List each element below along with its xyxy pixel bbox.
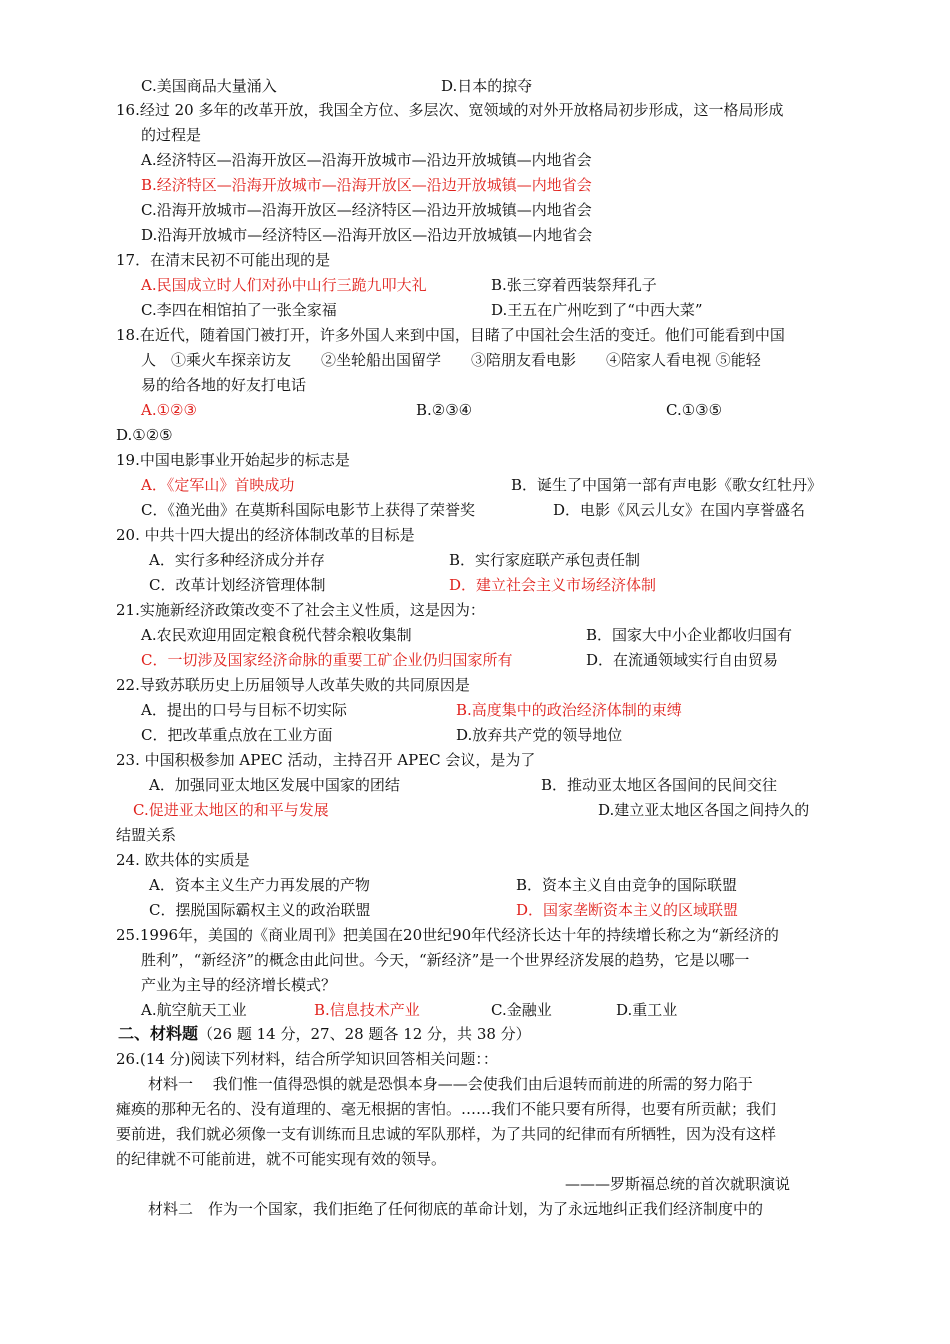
section-2-score-note: （26 题 14 分，27、28 题各 12 分，共 38 分）	[198, 1025, 531, 1043]
q26-material-2-line-1: 材料二 作为一个国家，我们拒绝了任何彻底的革命计划，为了永远地纠正我们经济制度中的	[148, 1200, 764, 1218]
q18-option-c: C.①③⑤	[666, 401, 723, 419]
q21-option-b: B．国家大中小企业都收归国有	[586, 626, 793, 644]
q22-option-b-answer: B.高度集中的政治经济体制的束缚	[456, 701, 682, 719]
q26-material-1-line-3: 要前进，我们就必须像一支有训练而且忠诚的军队那样，为了共同的纪律而有所牺牲，因为没有这样	[116, 1125, 777, 1143]
q19-option-d: D．电影《风云儿女》在国内享誉盛名	[553, 501, 806, 519]
q15-option-c: C.美国商品大量涌入	[141, 77, 277, 95]
q26-material-1-source: ———罗斯福总统的首次就职演说	[565, 1175, 791, 1193]
q21-stem: 21.实施新经济政策改变不了社会主义性质，这是因为：	[116, 601, 485, 619]
section-2-title: 二、材料题	[118, 1024, 199, 1043]
q25-option-d: D.重工业	[616, 1001, 678, 1019]
q16-stem-cont: 的过程是	[141, 126, 202, 144]
q16-stem: 16.经过 20 多年的改革开放，我国全方位、多层次、宽领域的对外开放格局初步形成，这一格局形成	[116, 101, 784, 119]
q24-option-b: B．资本主义自由竞争的国际联盟	[516, 876, 738, 894]
q20-option-c: C．改革计划经济管理体制	[149, 576, 326, 594]
q21-option-d: D．在流通领域实行自由贸易	[586, 651, 779, 669]
q22-option-a: A．提出的口号与目标不切实际	[141, 701, 347, 719]
q18-stem: 18.在近代，随着国门被打开，许多外国人来到中国，目睹了中国社会生活的变迁。他们可能看到中国	[116, 326, 785, 344]
q23-option-d: D.建立亚太地区各国之间持久的	[598, 801, 810, 819]
q25-stem: 25.1996年，美国的《商业周刊》把美国在20世纪90年代经济长达十年的持续增长称之为“新经济的	[116, 926, 779, 944]
q22-option-d: D.放弃共产党的领导地位	[456, 726, 623, 744]
q18-option-d: D.①②⑤	[116, 426, 173, 444]
q17-option-a-answer: A.民国成立时人们对孙中山行三跪九叩大礼	[141, 276, 427, 294]
q24-stem: 24. 欧共体的实质是	[116, 851, 250, 869]
q17-stem: 17．在清末民初不可能出现的是	[116, 251, 331, 269]
q25-stem-cont: 胜利”，“新经济”的概念由此问世。今天，“新经济”是一个世界经济发展的趋势，它是以哪一	[141, 951, 750, 969]
q16-option-b-answer: B.经济特区—沿海开放城市—沿海开放区—沿边开放城镇—内地省会	[141, 176, 592, 194]
q16-option-a: A.经济特区—沿海开放区—沿海开放城市—沿边开放城镇—内地省会	[141, 151, 592, 169]
q23-option-b: B．推动亚太地区各国间的民间交往	[541, 776, 778, 794]
q19-option-b: B．诞生了中国第一部有声电影《歌女红牡丹》	[511, 476, 823, 494]
q21-option-c-answer: C．一切涉及国家经济命脉的重要工矿企业仍归国家所有	[141, 651, 513, 669]
q26-stem: 26.(14 分)阅读下列材料，结合所学知识回答相关问题：：	[116, 1050, 498, 1068]
q24-option-d-answer: D．国家垄断资本主义的区域联盟	[516, 901, 739, 919]
q26-material-1-line-1: 材料一 我们惟一值得恐惧的就是恐惧本身——会使我们由后退转而前进的所需的努力陷于	[148, 1075, 753, 1093]
q23-option-a: A．加强同亚太地区发展中国家的团结	[149, 776, 400, 794]
q18-stem-cont-2: 易的给各地的好友打电话	[141, 376, 307, 394]
q18-option-b: B.②③④	[416, 401, 473, 419]
q25-option-a: A.航空航天工业	[141, 1001, 247, 1019]
q21-option-a: A.农民欢迎用固定粮食税代替余粮收集制	[141, 626, 412, 644]
q25-option-c: C.金融业	[491, 1001, 552, 1019]
q17-option-c: C.李四在相馆拍了一张全家福	[141, 301, 337, 319]
q19-stem: 19.中国电影事业开始起步的标志是	[116, 451, 350, 469]
q24-option-c: C．摆脱国际霸权主义的政治联盟	[149, 901, 371, 919]
q20-stem: 20. 中共十四大提出的经济体制改革的目标是	[116, 526, 415, 544]
q23-option-d-cont: 结盟关系	[116, 826, 177, 844]
q23-option-c-answer: C.促进亚太地区的和平与发展	[133, 801, 329, 819]
q16-option-c: C.沿海开放城市—沿海开放区—经济特区—沿边开放城镇—内地省会	[141, 201, 592, 219]
q20-option-d-answer: D．建立社会主义市场经济体制	[449, 576, 657, 594]
section-2-heading	[118, 1024, 531, 1044]
q22-stem: 22.导致苏联历史上历届领导人改革失败的共同原因是	[116, 676, 470, 694]
q18-option-a-answer: A.①②③	[141, 401, 197, 419]
q17-option-d: D.王五在广州吃到了“中西大菜”	[491, 301, 703, 319]
q18-stem-cont: 人 ①乘火车探亲访友 ②坐轮船出国留学 ③陪朋友看电影 ④陪家人看电视 ⑤能轻	[141, 351, 761, 369]
q22-option-c: C．把改革重点放在工业方面	[141, 726, 333, 744]
q26-material-1-line-2: 瘫痪的那种无名的、没有道理的、毫无根据的害怕。……我们不能只要有所得，也要有所贡献；我们	[116, 1100, 777, 1118]
q16-option-d: D.沿海开放城市—经济特区—沿海开放区—沿边开放城镇—内地省会	[141, 226, 593, 244]
q23-stem: 23. 中国积极参加 APEC 活动，主持召开 APEC 会议，是为了	[116, 751, 536, 769]
q20-option-a: A．实行多种经济成分并存	[149, 551, 325, 569]
q20-option-b: B．实行家庭联产承包责任制	[449, 551, 641, 569]
q25-stem-cont-2: 产业为主导的经济增长模式？	[141, 976, 337, 994]
q15-option-d: D.日本的掠夺	[441, 77, 533, 95]
q26-material-1-line-4: 的纪律就不可能前进，就不可能实现有效的领导。	[116, 1150, 447, 1168]
q25-option-b-answer: B.信息技术产业	[314, 1001, 420, 1019]
q24-option-a: A．资本主义生产力再发展的产物	[149, 876, 370, 894]
q17-option-b: B.张三穿着西装祭拜孔子	[491, 276, 657, 294]
q19-option-a-answer: A．《定军山》首映成功	[141, 476, 295, 494]
q19-option-c: C．《渔光曲》在莫斯科国际电影节上获得了荣誉奖	[141, 501, 475, 519]
